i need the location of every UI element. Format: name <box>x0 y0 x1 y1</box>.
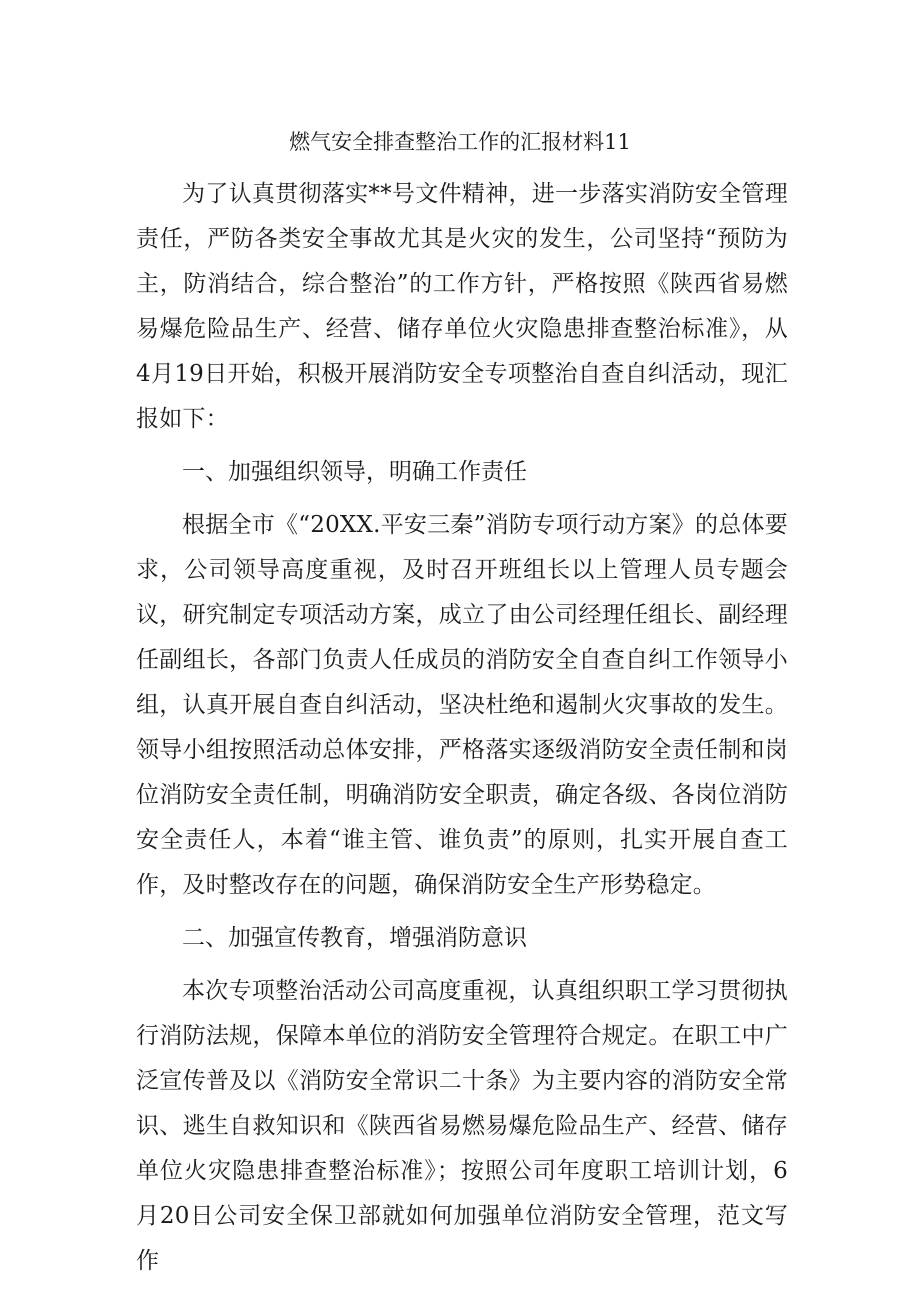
document-body <box>136 172 788 1284</box>
intro-paragraph: 为了认真贯彻落实**号文件精神，进一步落实消防安全管理责任，严防各类安全事故尤其是火灾的发生，公司坚持“预防为主，防消结合，综合整治”的工作方针，严格按照《陕西省易燃易爆危险品生产、经营、储存单位火灾隐患排查整治标准》，从4月19日开始，积极开展消防安全专项整治自查自纠活动，现汇报如下： <box>136 181 788 432</box>
section-2-paragraph: 本次专项整治活动公司高度重视，认真组织职工学习贯彻执行消防法规，保障本单位的消防安全管理符合规定。在职工中广泛宣传普及以《消防安全常识二十条》为主要内容的消防安全常识、逃生自救知识和《陕西省易燃易爆危险品生产、经营、储存单位火灾隐患排查整治标准》；按照公司年度职工培训计划，6月20日公司安全保卫部就如何加强单位消防安全管理，范文写作 <box>136 978 788 1274</box>
section-1-paragraph: 根据全市《“20XX.平安三秦”消防专项行动方案》的总体要求，公司领导高度重视，及时召开班组长以上管理人员专题会议，研究制定专项活动方案，成立了由公司经理任组长、副经理任副组长，各部门负责人任成员的消防安全自查自纠工作领导小组，认真开展自查自纠活动，坚决杜绝和遏制火灾事故的发生。领导小组按照活动总体安排，严格落实逐级消防安全责任制和岗位消防安全责任制，明确消防安全职责，确定各级、各岗位消防安全责任人，本着“谁主管、谁负责”的原则，扎实开展自查工作，及时整改存在的问题，确保消防安全生产形势稳定。 <box>136 512 788 898</box>
document-title: 燃气安全排查整治工作的汇报材料11 <box>289 130 631 154</box>
section-2-heading: 二、加强宣传教育，增强消防意识 <box>182 925 527 951</box>
section-1-heading: 一、加强组织领导，明确工作责任 <box>182 459 527 485</box>
